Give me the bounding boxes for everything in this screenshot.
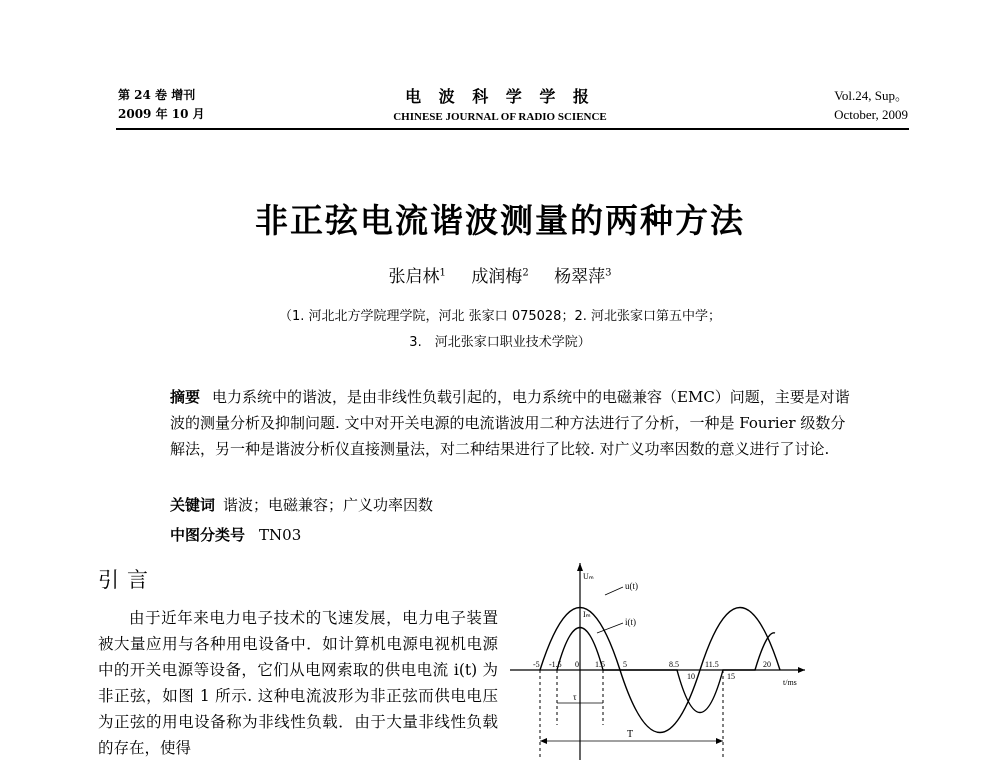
classification-code: TN03 [259,526,302,544]
abstract-label: 摘要 [170,388,201,406]
section-title: 引言 [98,568,156,592]
author-affil-mark: 1 [439,267,446,279]
im-label: Iₘ [583,610,591,619]
volume-issue: 第 24 卷 增刊 [118,88,196,102]
body-paragraph: 由于近年来电力电子技术的飞速发展，电力电子装置被大量应用与各种用电设备中．如计算机电源电视机电源中的开关电源等设备，它们从电网索取的供电电流 i(t) 为非正弦，如图 1 所示. 这种电流波形为非正弦而供电电压为正弦的用电设备称为非线性负载．由于大量非线性负载的存在，使得 [98,609,498,757]
date-en: October, 2009 [834,107,908,122]
tau-label: τ [573,692,577,702]
abstract-text: 电力系统中的谐波，是由非线性负载引起的，电力系统中的电磁兼容（EMC）问题，主要是对谐波的测量分析及抑制问题. 文中对开关电源的电流谐波用二种方法进行了分析，一种是 Fourier 级数分解法，另一种是谐波分析仪直接测量法，对二种结果进行了比较. 对广义功率因数的意义进行了讨论. [170,388,850,458]
affiliations [0,304,1000,356]
tick-label: 5 [623,660,627,669]
u-leader [605,587,623,595]
affiliation-line: 3. 河北张家口职业技术学院） [409,335,591,350]
author [389,267,446,287]
tick-label: 1.5 [595,660,605,669]
issue-date: 2009 年 10 月 [118,107,205,121]
classification-label: 中图分类号 [170,526,246,544]
tick-label: 20 [763,660,771,669]
x-axis-arrow [798,667,805,673]
tick-label: 10 [687,672,695,681]
author-name: 杨翠萍 [554,267,606,287]
um-label: Uₘ [583,572,594,581]
author [471,267,528,287]
journal-name-cn: 电 波 科 学 学 报 [405,87,595,106]
header-right [834,86,908,124]
keywords-text: 谐波；电磁兼容；广义功率因数 [223,496,434,514]
keywords [170,494,433,515]
author [554,267,611,287]
keywords-label: 关键词 [170,496,216,514]
tick-label: -1.5 [549,660,562,669]
tick-label: 11.5 [705,660,719,669]
author-name: 成润梅 [471,267,523,287]
journal-name-en: CHINESE JOURNAL OF RADIO SCIENCE [393,111,607,123]
author-affil-mark: 3 [605,267,612,279]
figure-1-waveform [505,555,810,760]
tick-label: 8.5 [669,660,679,669]
i-label: i(t) [625,617,636,627]
tick-label: 15 [727,672,735,681]
tick-label: -5 [533,660,540,669]
y-axis-arrow [577,563,583,571]
classification [170,524,301,545]
abstract [170,384,850,462]
tick-label: 0 [575,660,579,669]
header-rule [116,128,909,130]
author-name: 张启林 [388,267,440,287]
period-arrow-right [716,738,723,744]
author-list [0,262,1000,287]
paper-title: 非正弦电流谐波测量的两种方法 [255,201,745,240]
period-label: T [627,729,634,740]
u-label: u(t) [625,581,638,591]
affiliation-line: （1. 河北北方学院理学院，河北 张家口 075028；2. 河北张家口第五中学； [279,309,721,324]
author-affil-mark: 2 [522,267,529,279]
period-arrow-left [540,738,547,744]
volume-en: Vol.24, Sup。 [834,88,908,103]
x-unit-label: t/ms [783,678,797,687]
